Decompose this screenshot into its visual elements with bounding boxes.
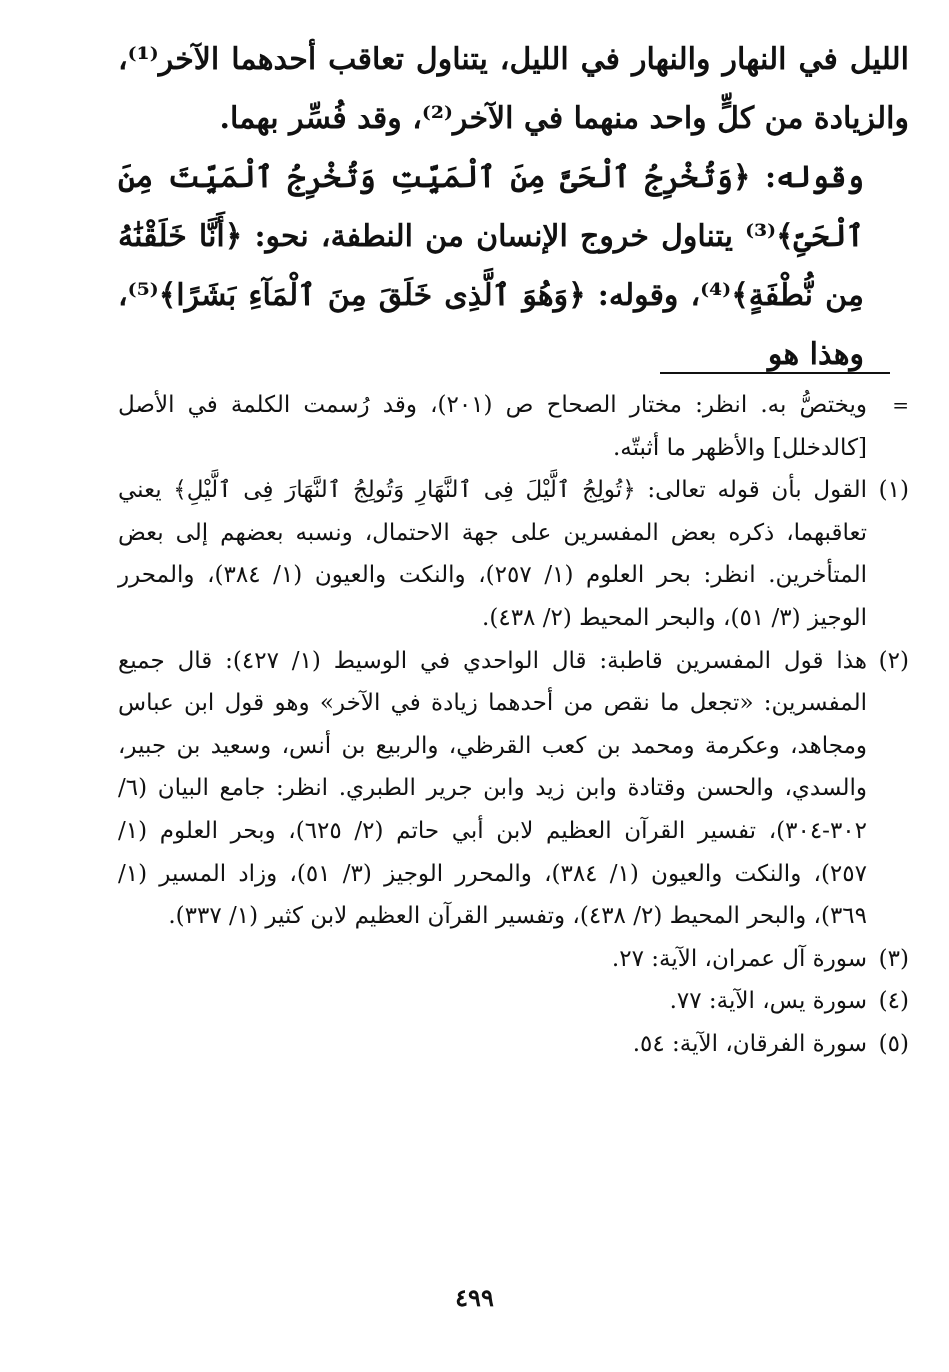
footnote-number: (٢) (878, 647, 909, 674)
main-paragraph-1: الليل في النهار والنهار في الليل، يتناول تعاقب أحدهما الآخر⁽¹⁾، والزيادة من كلٍّ واحد منهما في الآخر⁽²⁾، وقد فُسِّر بهما. (118, 42, 909, 136)
footnote-3 (118, 938, 909, 981)
footnote-number: (٥) (878, 1030, 909, 1057)
footnote-5 (118, 1023, 909, 1066)
footnote-number: (١) (878, 477, 909, 504)
footnote-separator (660, 372, 890, 374)
footnote-text: هذا قول المفسرين قاطبة: قال الواحدي في الوسيط (١/ ٤٢٧): قال جميع المفسرين: «تجعل ما نقص من أحدهما زيادة في الآخر» وهو قول ابن عباس ومجاهد، وعكرمة ومحمد بن كعب القرظي، والربيع بن أنس، وسعيد بن جبير، والسدي، والحسن وقتادة وابن زيد وابن جرير الطبري. انظر: جامع البيان (٦/ ٣٠٢-٣٠٤)، تفسير القرآن العظيم لابن أبي حاتم (٢/ ٦٢٥)، وبحر العلوم (١/ ٢٥٧)، والنكت والعيون (١/ ٣٨٤)، والمحرر الوجيز (٣/ ٥١)، وزاد المسير (١/ ٣٦٩)، والبحر المحيط (٢/ ٤٣٨)، وتفسير القرآن العظيم لابن كثير (١/ ٣٣٧). (118, 647, 868, 930)
footnote-text: القول بأن قوله تعالى: ﴿تُولِجُ ٱلَّيْلَ فِى ٱلنَّهَارِ وَتُولِجُ ٱلنَّهَارَ فِى ٱلَّيْلِ﴾ يعني تعاقبهما، ذكره بعض المفسرين على جهة الاحتمال، ونسبه بعضهم إلى بعض المتأخرين. انظر: بحر العلوم (١/ ٢٥٧)، والنكت والعيون (١/ ٣٨٤)، والمحرر الوجيز (٣/ ٥١)، والبحر المحيط (٢/ ٤٣٨). (118, 477, 867, 631)
footnote-continuation-text: ويختصُّ به. انظر: مختار الصحاح ص (٢٠١)، وقد رُسمت الكلمة في الأصل [كالدخلل] والأظهر ما أثبتّه. (118, 392, 867, 461)
footnote-continuation (118, 384, 909, 469)
footnote-text: سورة الفرقان، الآية: ٥٤. (632, 1030, 867, 1057)
footnote-text: سورة آل عمران، الآية: ٢٧. (611, 945, 867, 972)
footnote-1 (118, 469, 909, 639)
main-text (118, 30, 909, 384)
continuation-marker: = (892, 393, 909, 417)
footnote-2 (118, 640, 909, 938)
page-number: ٤٩٩ (455, 1283, 494, 1312)
main-paragraph-2: وقوله: ﴿وَتُخْرِجُ ٱلْحَىَّ مِنَ ٱلْمَيِّتِ وَتُخْرِجُ ٱلْمَيِّتَ مِنَ ٱلْحَىِّ﴾⁽³⁾ يتناول خروج الإنسان من النطفة، نحو: ﴿أَنَّا خَلَقْنَٰهُ مِن نُّطْفَةٍ﴾⁽⁴⁾، وقوله: ﴿وَهُوَ ٱلَّذِى خَلَقَ مِنَ ٱلْمَآءِ بَشَرًا﴾⁽⁵⁾، وهذا هو (118, 160, 864, 372)
footnote-4 (118, 980, 909, 1023)
footnote-text: سورة يس، الآية: ٧٧. (669, 988, 867, 1015)
footnote-number: (٤) (878, 988, 909, 1015)
footnote-number: (٣) (878, 945, 909, 972)
footnotes (118, 384, 909, 1066)
